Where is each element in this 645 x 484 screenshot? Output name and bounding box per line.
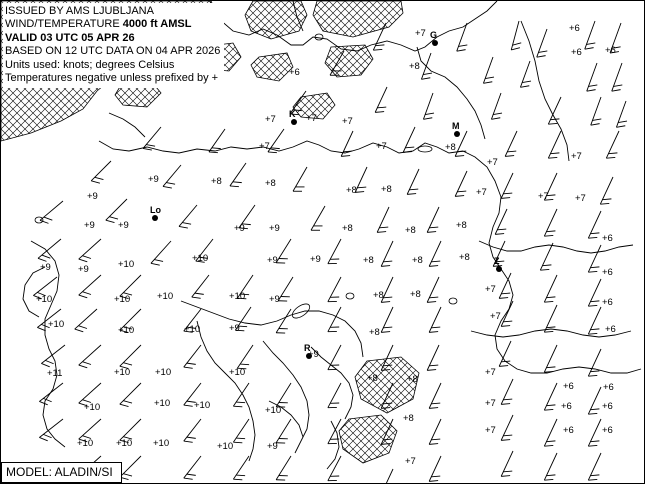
- wind-barb: [588, 245, 601, 272]
- wind-barb: [495, 209, 507, 234]
- wind-barb: [501, 379, 513, 404]
- wind-barb: [120, 383, 141, 407]
- wind-barb: [501, 173, 513, 198]
- wind-barb: [39, 419, 63, 441]
- temperature-label: +6: [605, 324, 616, 335]
- temperature-label: +7: [571, 151, 582, 162]
- temperature-label: +7: [306, 113, 317, 124]
- wind-barb: [377, 207, 389, 232]
- wind-barb: [501, 415, 513, 440]
- temperature-label: +8: [211, 176, 222, 187]
- wind-barb: [612, 63, 623, 91]
- temperature-label: +9: [267, 441, 278, 452]
- wind-barb: [544, 345, 557, 372]
- temperature-label: +10: [157, 291, 174, 302]
- temperature-label: +10: [154, 398, 171, 409]
- wind-barb: [544, 383, 557, 410]
- wind-barb: [41, 345, 65, 367]
- temperature-label: +6: [603, 382, 614, 393]
- temperature-label: +6: [289, 67, 300, 78]
- temperature-label: +10: [48, 319, 65, 330]
- wind-barb: [588, 453, 601, 480]
- temperature-label: +10: [114, 294, 131, 305]
- wind-barb: [179, 205, 197, 228]
- city-label: Lo: [150, 205, 161, 215]
- wind-barb: [537, 29, 548, 57]
- wind-barb: [268, 129, 284, 153]
- temperature-label: +9: [40, 262, 51, 273]
- temperature-label: +7: [485, 425, 496, 436]
- temperature-label: +10: [118, 259, 135, 270]
- temperature-label: +10: [184, 324, 201, 335]
- wind-barb: [381, 307, 393, 332]
- temperature-label: +7: [490, 311, 501, 322]
- wind-barb: [39, 383, 63, 405]
- temperature-label: +8: [367, 373, 378, 384]
- wind-barb: [455, 171, 467, 196]
- wind-barb: [423, 93, 434, 119]
- city-dot: [432, 40, 438, 46]
- temperature-label: +9: [308, 349, 319, 360]
- wind-barb: [40, 201, 63, 223]
- wind-barb: [184, 419, 201, 442]
- wind-barb: [427, 345, 439, 370]
- wind-barb: [616, 101, 627, 127]
- header-parameter: [5, 18, 220, 31]
- wind-barb: [511, 21, 521, 50]
- temperature-label: +7: [265, 114, 276, 125]
- temperature-label: +8: [405, 225, 416, 236]
- wind-barb: [91, 161, 111, 183]
- temperature-label: +6: [605, 45, 616, 56]
- temperature-label: +9: [148, 174, 159, 185]
- wind-barb: [544, 209, 557, 236]
- temperature-label: +10: [116, 438, 133, 449]
- city-dot: [291, 119, 297, 125]
- city-label: G: [430, 30, 438, 40]
- wind-barb: [491, 93, 502, 119]
- wind-barb: [184, 345, 201, 368]
- wind-barb: [588, 279, 601, 306]
- wind-barb: [278, 277, 293, 301]
- temperature-label: +8: [456, 220, 467, 231]
- temperature-label: +9: [84, 220, 95, 231]
- temperature-label: +7: [485, 398, 496, 409]
- temperature-label: +7: [342, 116, 353, 127]
- city-label: K: [289, 109, 296, 119]
- wind-barb: [429, 456, 441, 481]
- wind-barb: [233, 456, 249, 480]
- temperature-label: +8: [410, 289, 421, 300]
- wind-barb: [600, 177, 613, 204]
- wind-barb: [427, 207, 439, 232]
- city-label: Z: [494, 256, 500, 266]
- wind-barb: [429, 419, 441, 444]
- temperature-label: +10: [118, 325, 135, 336]
- wind-barb: [520, 61, 531, 87]
- wind-barb: [75, 309, 97, 332]
- temperature-label: +9: [269, 223, 280, 234]
- temperature-label: +7: [575, 193, 586, 204]
- temperature-label: +6: [561, 401, 572, 412]
- wind-barb: [38, 239, 61, 261]
- wind-barb: [328, 307, 341, 332]
- wind-barb: [588, 419, 601, 446]
- temperature-label: +8: [412, 255, 423, 266]
- temperature-label: +9: [87, 191, 98, 202]
- temperature-label: +10: [153, 438, 170, 449]
- wind-barb: [276, 456, 291, 480]
- city-dot: [454, 131, 460, 137]
- temperature-label: +8: [409, 61, 420, 72]
- temperature-label: +10: [84, 402, 101, 413]
- temperature-label: +10: [217, 441, 234, 452]
- temperature-label: +8: [265, 178, 276, 189]
- wind-barb: [606, 131, 619, 158]
- wind-barb: [328, 239, 341, 264]
- wind-barb: [151, 241, 171, 265]
- temperature-label: +7: [487, 157, 498, 168]
- wind-barb: [429, 241, 441, 266]
- temperature-label: +7: [485, 284, 496, 295]
- wind-barb: [588, 307, 601, 334]
- temperature-label: +8: [363, 255, 374, 266]
- wind-barb: [381, 469, 393, 484]
- wind-barb: [407, 169, 419, 194]
- wind-barb: [381, 241, 393, 266]
- wind-barb: [276, 383, 291, 407]
- temperature-label: +9: [267, 255, 278, 266]
- temperature-label: +8: [459, 252, 470, 263]
- wind-barb: [106, 199, 127, 223]
- wind-barb: [233, 419, 249, 443]
- temperature-label: +10: [265, 405, 282, 416]
- temperature-label: +10: [229, 367, 246, 378]
- wind-barb: [588, 387, 601, 414]
- temperature-label: +9: [269, 294, 280, 305]
- temperature-label: +8: [369, 327, 380, 338]
- wind-barb: [544, 275, 557, 302]
- city-dot: [152, 215, 158, 221]
- temperature-label: +6: [602, 297, 613, 308]
- temperature-label: +10: [77, 438, 94, 449]
- temperature-label: +6: [602, 401, 613, 412]
- temperature-label: +9: [234, 223, 245, 234]
- wind-barb: [483, 57, 494, 83]
- model-label: MODEL: ALADIN/SI: [1, 462, 122, 483]
- city-label: R: [304, 343, 311, 353]
- wind-barb: [540, 243, 553, 270]
- wind-barb: [237, 345, 253, 369]
- city-station: [452, 121, 460, 137]
- wind-barb: [276, 309, 291, 333]
- wind-barb: [328, 383, 341, 408]
- temperature-label: +9: [229, 323, 240, 334]
- wind-barb: [548, 131, 561, 158]
- temperature-label: +9: [78, 264, 89, 275]
- temperature-label: +10: [192, 253, 209, 264]
- temperature-label: +10: [36, 294, 53, 305]
- wind-barb: [311, 206, 325, 230]
- wind-barb: [276, 239, 291, 263]
- header-temp-note: Temperatures negative unless prefixed by +: [5, 72, 219, 85]
- wind-barb: [429, 383, 441, 408]
- temperature-label: +7: [485, 367, 496, 378]
- city-station: [289, 109, 297, 125]
- chart-header: [3, 3, 224, 88]
- wind-barb: [79, 345, 101, 368]
- wind-barb: [499, 273, 511, 298]
- wind-barb: [230, 163, 246, 187]
- header-issuer: ISSUED BY AMS LJUBLJANA: [5, 5, 154, 17]
- wind-barb: [429, 307, 441, 332]
- city-station: [430, 30, 438, 46]
- wind-barb: [544, 453, 557, 480]
- temperature-label: +10: [114, 367, 131, 378]
- wind-barb: [403, 127, 415, 152]
- wind-barb: [163, 165, 181, 188]
- temperature-label: +9: [118, 220, 129, 231]
- wind-barb: [544, 305, 557, 332]
- city-label: M: [452, 121, 460, 131]
- city-dot: [496, 266, 502, 272]
- wind-barb: [588, 211, 601, 238]
- wind-barb: [427, 277, 439, 302]
- wind-barb: [120, 456, 141, 480]
- temperature-label: +7: [259, 141, 270, 152]
- temperature-label: +8: [403, 413, 414, 424]
- temperature-label: +6: [571, 47, 582, 58]
- wind-barb: [548, 97, 561, 124]
- header-units: Units used: knots; degrees Celsius: [5, 58, 175, 71]
- temperature-label: +7: [538, 191, 549, 202]
- wind-barb: [591, 97, 602, 125]
- temperature-label: +6: [602, 425, 613, 436]
- temperature-label: +8: [342, 223, 353, 234]
- header-valid: VALID 03 UTC 05 APR 26: [5, 31, 135, 44]
- wind-barb: [293, 167, 307, 191]
- temperature-label: +8: [373, 290, 384, 301]
- wind-barb: [184, 456, 201, 479]
- temperature-label: +6: [563, 425, 574, 436]
- wind-barb: [505, 131, 517, 156]
- temperature-label: +7: [376, 141, 387, 152]
- wind-barb: [355, 167, 367, 192]
- city-station: [150, 205, 161, 221]
- temperature-label: +8: [445, 142, 456, 153]
- temperature-label: +11: [47, 368, 63, 379]
- wind-barb: [544, 419, 557, 446]
- temperature-label: +6: [563, 381, 574, 392]
- wind-barb: [501, 301, 513, 326]
- temperature-label: +10: [229, 291, 246, 302]
- wind-barb: [276, 419, 291, 443]
- temperature-label: +6: [569, 23, 580, 34]
- wind-barb: [587, 63, 598, 91]
- wind-barb: [79, 275, 101, 298]
- wind-barb: [499, 341, 511, 366]
- header-basedon: BASED ON 12 UTC DATA ON 04 APR 2026: [5, 45, 221, 58]
- temperature-label: +9: [310, 254, 321, 265]
- temperature-label: +7: [476, 187, 487, 198]
- city-station: [494, 256, 502, 272]
- temperature-label: +10: [155, 367, 172, 378]
- temperature-label: +8: [346, 185, 357, 196]
- wind-barb: [588, 349, 601, 376]
- temperature-label: +8: [407, 374, 418, 385]
- wind-barb: [328, 345, 341, 370]
- header-parameter-prefix: WIND/TEMPERATURE: [5, 18, 123, 31]
- wind-barb: [585, 21, 596, 49]
- wind-barb: [501, 451, 513, 476]
- header-level: 4000 ft AMSL: [122, 18, 192, 31]
- temperature-label: +7: [405, 456, 416, 467]
- wind-barb: [328, 277, 341, 302]
- temperature-label: +10: [194, 400, 211, 411]
- temperature-label: +7: [415, 28, 426, 39]
- wind-barb: [375, 87, 387, 112]
- wind-barb: [143, 127, 161, 150]
- temperature-label: +6: [602, 233, 613, 244]
- wind-barb: [79, 239, 101, 262]
- temperature-label: +8: [381, 184, 392, 195]
- temperature-label: +6: [602, 267, 613, 278]
- wind-barb: [120, 345, 141, 369]
- wind-barb: [192, 275, 209, 298]
